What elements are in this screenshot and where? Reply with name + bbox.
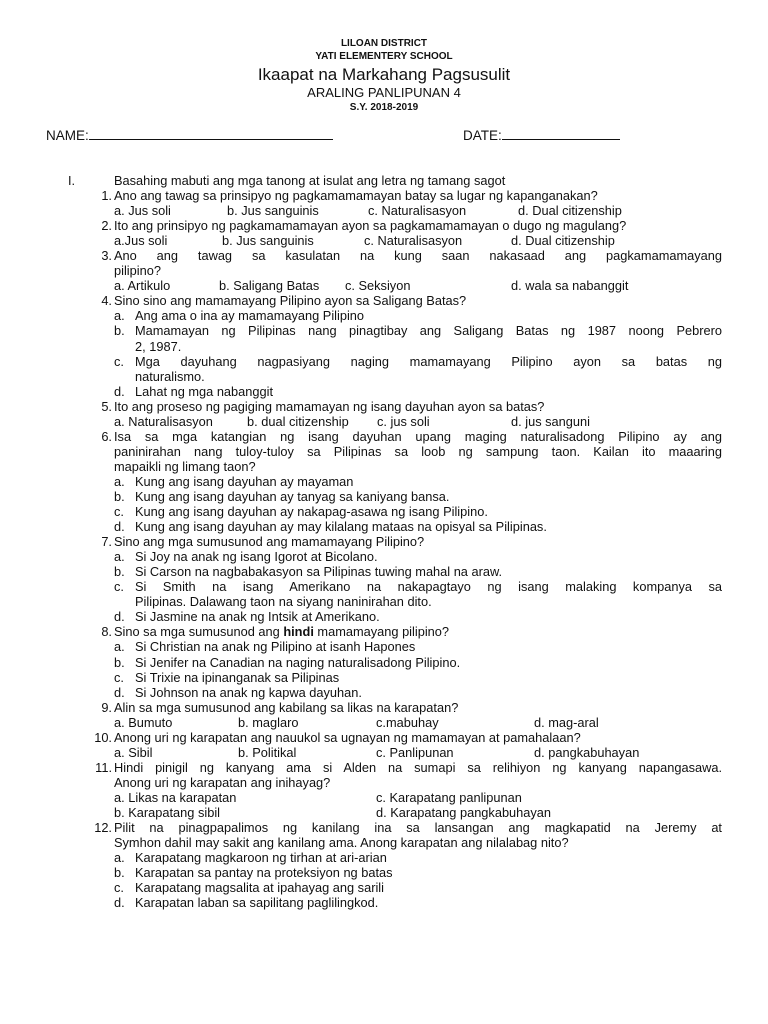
question-text: Anong uri ng karapatan ang inihayag? [114,774,331,790]
choice-text: Mga dayuhang nagpasiyang naging mamamayang Pilipino ayon sa batas ng [135,353,722,369]
section-instruction [0,173,768,188]
question-1 [0,188,768,203]
question-text: Pilit na pinagpapalimos ng kanilang ina sa lansangan ang magkapatid na Jeremy at [114,820,722,836]
choice-b[interactable]: b. maglaro [238,714,299,730]
choice-letter: c. [114,579,124,595]
choice-c[interactable] [0,354,768,369]
choice-letter: d. [114,383,125,399]
choice-text: Mamamayan ng Pilipinas nang pinagtibay ang Saligang Batas ng 1987 noong Pebrero [135,323,722,339]
choice-letter: d. [114,519,125,535]
choice-a[interactable]: a. Likas na karapatan [114,789,237,805]
question-number: 9. [101,699,112,715]
question-text: Symhon dahil may sakit ang kanilang ama. Anong karapatan ang nilalabag nito? [114,835,569,851]
question-11-choices-row1 [0,790,768,805]
choice-b[interactable] [0,655,768,670]
question-5 [0,399,768,414]
choice-a[interactable] [0,549,768,564]
choice-c[interactable] [0,579,768,594]
choice-b[interactable]: b. Politikal [238,744,297,760]
choice-a[interactable] [0,474,768,489]
question-text: Ano ang tawag sa prinsipyo ng pagkamamamayan batay sa lugar ng kapanganakan? [114,188,598,204]
question-9 [0,700,768,715]
choice-letter: c. [114,504,124,520]
question-text: Hindi pinigil ng kanyang ama si Alden na sumapi sa relihiyon ng kanyang napangasawa. [114,759,722,775]
choice-text: naturalismo. [135,368,205,384]
question-7 [0,534,768,549]
choice-text: Si Carson na nagbabakasyon sa Pilipinas tuwing mahal na araw. [135,564,503,580]
choice-d[interactable] [0,519,768,534]
question-text: Ito ang proseso ng pagiging mamamayan ng isang dayuhan ayon sa batas? [114,398,545,414]
question-text: Anong uri ng karapatan ang nauukol sa ugnayan ng mamamayan at pamahalaan? [114,729,581,745]
question-text: Ito ang prinsipyo ng pagkamamamayan ayon sa pagkamamamayan o dugo ng magulang? [114,218,627,234]
question-11 [0,760,768,775]
choice-letter: b. [114,654,125,670]
question-text: paninirahan nang tuloy-tuloy sa Pilipinas sa loob ng sampung taon. Kailan ito maaaring [114,443,722,459]
choice-text: Karapatan sa pantay na proteksiyon ng batas [135,865,393,881]
district-name: LILOAN DISTRICT [340,38,428,49]
choice-letter: d. [114,895,125,911]
choice-b[interactable]: b. Karapatang sibil [114,804,220,820]
choice-a[interactable]: a. Sibil [114,744,153,760]
question-text: Alin sa mga sumusunod ang kabilang sa likas na karapatan? [114,699,459,715]
choice-c[interactable]: c. Naturalisasyon [364,233,463,249]
choice-text: Si Smith na isang Amerikano na nakapagtayo ng isang malaking kompanya sa [135,579,722,595]
question-1-choices [0,203,768,218]
choice-a[interactable]: a. Naturalisasyon [114,413,213,429]
choice-c[interactable]: c.mabuhay [376,714,439,730]
choice-b[interactable] [0,323,768,338]
choice-b[interactable]: b. Jus sanguinis [222,233,314,249]
choice-letter: d. [114,609,125,625]
choice-d[interactable] [0,895,768,910]
name-label: NAME: [46,128,89,143]
name-field[interactable] [46,127,333,143]
choice-c[interactable]: c. Panlipunan [376,744,454,760]
question-number: 8. [101,624,112,640]
choice-text: Si Johnson na anak ng kapwa dayuhan. [135,684,362,700]
question-text: Sino sino ang mamamayang Pilipino ayon sa Saligang Batas? [114,293,467,309]
choice-c[interactable] [0,670,768,685]
choice-a[interactable] [0,308,768,323]
exam-title: Ikaapat na Markahang Pagsusulit [257,65,511,84]
choice-text-cont [0,369,768,384]
question-number: 5. [101,398,112,414]
question-number: 12. [94,820,112,836]
choice-d[interactable]: d. jus sanguni [511,413,590,429]
choice-a[interactable]: a.Jus soli [114,233,168,249]
choice-b[interactable] [0,865,768,880]
choice-c[interactable] [0,504,768,519]
choice-letter: a. [114,639,125,655]
choice-text: Lahat ng mga nabanggit [135,383,274,399]
question-text-cont [0,263,768,278]
date-field[interactable] [463,127,620,143]
choice-b[interactable]: b. Saligang Batas [219,278,320,294]
section-numeral: I. [68,173,76,188]
choice-d[interactable]: d. wala sa nabanggit [511,278,629,294]
question-text-post: mamamayang pilipino? [313,624,450,640]
choice-a[interactable]: a. Artikulo [114,278,171,294]
choice-text: Si Jenifer na Canadian na naging naturalisadong Pilipino. [135,654,461,670]
choice-text: Si Joy na anak ng isang Igorot at Bicolano. [135,549,378,565]
choice-text-cont [0,594,768,609]
choice-d[interactable]: d. Karapatang pangkabuhayan [376,804,552,820]
choice-letter: a. [114,850,125,866]
choice-b[interactable]: b. dual citizenship [247,413,349,429]
question-11-choices-row2 [0,805,768,820]
choice-text-cont [0,339,768,354]
choice-d[interactable]: d. Dual citizenship [511,233,615,249]
question-9-choices [0,715,768,730]
question-10-choices [0,745,768,760]
choice-d[interactable] [0,609,768,624]
question-text-cont [0,459,768,474]
choice-text: Si Jasmine na anak ng Intsik at Amerikano. [135,609,380,625]
choice-text: Si Trixie na ipinanganak sa Pilipinas [135,669,340,685]
question-text: Isa sa mga katangian ng isang dayuhan upang maging naturalisadong Pilipino ay ang [114,428,722,444]
question-text: Ano ang tawag sa kasulatan na kung saan nakasaad ang pagkamamamayang [114,248,722,264]
question-5-choices [0,414,768,429]
question-number: 7. [101,534,112,550]
choice-letter: b. [114,564,125,580]
choice-c[interactable] [0,880,768,895]
choice-text: Ang ama o ina ay mamamayang Pilipino [135,308,365,324]
choice-letter: d. [114,684,125,700]
question-text: mapaikli ng limang taon? [114,458,256,474]
choice-b[interactable] [0,564,768,579]
question-2 [0,218,768,233]
choice-letter: a. [114,549,125,565]
choice-text: Karapatan laban sa sapilitang paglilingkod. [135,895,379,911]
question-10 [0,730,768,745]
choice-letter: a. [114,473,125,489]
question-2-choices [0,233,768,248]
question-text-pre: Sino sa mga sumusunod ang [114,624,284,640]
choice-a[interactable] [0,850,768,865]
date-blank[interactable] [502,127,620,140]
choice-a[interactable]: a. Jus soli [114,203,171,219]
question-number: 11. [95,759,112,775]
choice-text: Kung ang isang dayuhan ay tanyag sa kaniyang bansa. [135,488,450,504]
choice-d[interactable] [0,384,768,399]
question-number: 4. [101,293,112,309]
choice-c[interactable]: c. Naturalisasyon [368,203,467,219]
choice-c[interactable]: c. jus soli [377,413,430,429]
choice-d[interactable]: d. pangkabuhayan [534,744,640,760]
question-3-choices [0,278,768,293]
choice-letter: c. [114,669,124,685]
instruction-text: Basahing mabuti ang mga tanong at isulat ang letra ng tamang sagot [114,173,506,188]
question-text: pilipino? [114,263,161,279]
choice-d[interactable]: d. Dual citizenship [518,203,622,219]
choice-text: Pilipinas. Dalawang taon na siyang naninirahan dito. [135,594,432,610]
choice-text: Karapatang magsalita at ipahayag ang sarili [135,880,384,896]
question-number: 1. [101,188,112,204]
emphasis-word: hindi [283,624,314,640]
subject-name: ARALING PANLIPUNAN 4 [307,85,461,100]
question-text: Sino ang mga sumusunod ang mamamayang Pilipino? [114,534,425,550]
question-12 [0,820,768,835]
question-number: 3. [101,248,112,264]
choice-text: Kung ang isang dayuhan ay nakapag-asawa ng isang Pilipino. [135,504,488,520]
question-text-cont [0,835,768,850]
question-text-cont [0,775,768,790]
choice-text: Kung ang isang dayuhan ay mayaman [135,473,354,489]
question-4 [0,293,768,308]
question-8 [0,624,768,639]
exam-body [0,173,768,910]
choice-text: Si Christian na anak ng Pilipino at isanh Hapones [135,639,416,655]
choice-b[interactable] [0,489,768,504]
choice-text: 2, 1987. [135,338,182,354]
choice-b[interactable]: b. Jus sanguinis [227,203,319,219]
question-3 [0,248,768,263]
choice-c[interactable]: c. Seksiyon [345,278,411,294]
choice-letter: c. [114,880,124,896]
choice-letter: b. [114,323,125,339]
choice-text: Kung ang isang dayuhan ay may kilalang mataas na opisyal sa Pilipinas. [135,519,547,535]
question-text [114,624,449,639]
choice-a[interactable] [0,639,768,654]
question-number: 10. [94,729,112,745]
question-number: 6. [101,428,112,444]
choice-letter: b. [114,488,125,504]
question-text-cont [0,444,768,459]
choice-c[interactable]: c. Karapatang panlipunan [376,789,522,805]
question-number: 2. [101,218,112,234]
choice-d[interactable]: d. mag-aral [534,714,599,730]
school-name: YATI ELEMENTERY SCHOOL [315,51,453,62]
choice-letter: a. [114,308,125,324]
name-blank[interactable] [89,127,333,140]
question-6 [0,429,768,444]
choice-a[interactable]: a. Bumuto [114,714,173,730]
choice-letter: c. [114,353,124,369]
choice-letter: b. [114,865,125,881]
choice-text: Karapatang magkaroon ng tirhan at ari-arian [135,850,387,866]
date-label: DATE: [463,128,502,143]
choice-d[interactable] [0,685,768,700]
school-year: S.Y. 2018-2019 [349,102,419,113]
